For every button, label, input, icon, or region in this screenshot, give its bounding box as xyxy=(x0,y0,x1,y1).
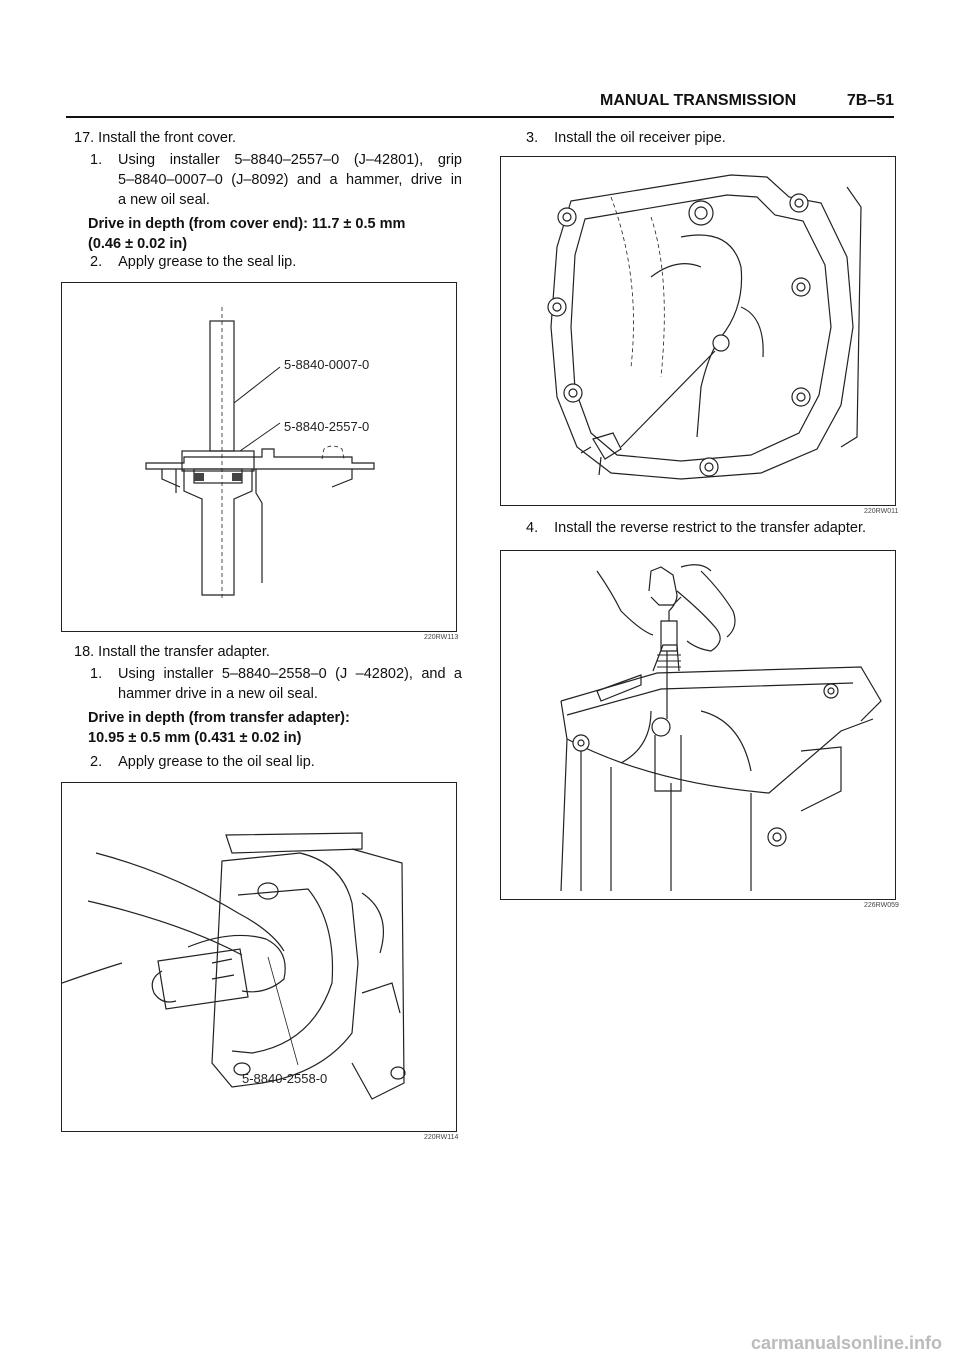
step-4-text: Install the reverse restrict to the transfer adapter. xyxy=(554,520,867,536)
figure-transfer-adapter-seal xyxy=(61,782,457,1132)
step-18-2-num: 2. xyxy=(90,754,103,770)
step-18-1-line2: hammer drive in a new oil seal. xyxy=(118,686,318,702)
step-18-2-text: Apply grease to the oil seal lip. xyxy=(118,754,315,770)
footer-watermark: carmanualsonline.info xyxy=(750,1333,942,1353)
step-17-1-num: 1. xyxy=(90,152,103,168)
step-3-text: Install the oil receiver pipe. xyxy=(554,130,726,146)
figure-id-1: 220RW113 xyxy=(424,634,459,641)
step-17-2 xyxy=(90,252,296,272)
figure-front-cover-seal xyxy=(61,282,457,632)
step-3-num: 3. xyxy=(526,130,539,146)
figure-reverse-restrict-drawing xyxy=(501,551,897,901)
figure-oil-receiver-pipe xyxy=(500,156,896,506)
step-3 xyxy=(526,128,726,148)
section-title: MANUAL TRANSMISSION xyxy=(600,92,797,109)
callout-installer-tool: 5-8840-2557-0 xyxy=(284,419,370,434)
step-18-2 xyxy=(90,752,315,772)
step-18-title: 18. Install the transfer adapter. xyxy=(74,644,270,660)
step-18-1-num: 1. xyxy=(90,666,103,682)
page-number: 7B–51 xyxy=(846,92,894,109)
step-17-1-line3: a new oil seal. xyxy=(118,192,210,208)
step-17-1-line2: 5–8840–0007–0 (J–8092) and a hammer, drive in xyxy=(118,172,462,188)
figure-oil-receiver-drawing xyxy=(501,157,897,507)
figure-id-2: 220RW114 xyxy=(424,1134,459,1141)
step-18-1-line1: Using installer 5–8840–2558–0 (J –42802), and a xyxy=(118,666,462,682)
step-17-title: 17. Install the front cover. xyxy=(74,130,237,146)
callout-grip-tool: 5-8840-0007-0 xyxy=(284,357,370,372)
callout-transfer-installer: 5-8840-2558-0 xyxy=(242,1071,328,1086)
header-rule xyxy=(66,116,894,118)
spec-18-line1: Drive in depth (from transfer adapter): xyxy=(88,710,350,726)
figure-transfer-adapter-drawing xyxy=(62,783,458,1133)
page-header xyxy=(600,92,894,116)
figure-id-4: 226RW059 xyxy=(864,902,899,909)
step-17-2-num: 2. xyxy=(90,254,103,270)
step-17-1 xyxy=(90,150,462,212)
step-4 xyxy=(526,518,866,538)
step-18-1 xyxy=(90,664,462,706)
figure-front-cover-seal-drawing xyxy=(62,283,458,633)
figure-reverse-restrict xyxy=(500,550,896,900)
figure-id-3: 220RW011 xyxy=(864,508,899,515)
step-17-2-text: Apply grease to the seal lip. xyxy=(118,254,297,270)
step-17-1-line1: Using installer 5–8840–2557–0 (J–42801), grip xyxy=(118,152,462,168)
spec-17-line2: (0.46 ± 0.02 in) xyxy=(88,236,188,252)
spec-18-line2: 10.95 ± 0.5 mm (0.431 ± 0.02 in) xyxy=(88,730,302,746)
step-4-num: 4. xyxy=(526,520,539,536)
spec-17-line1: Drive in depth (from cover end): 11.7 ± 0.5 mm xyxy=(88,216,406,232)
